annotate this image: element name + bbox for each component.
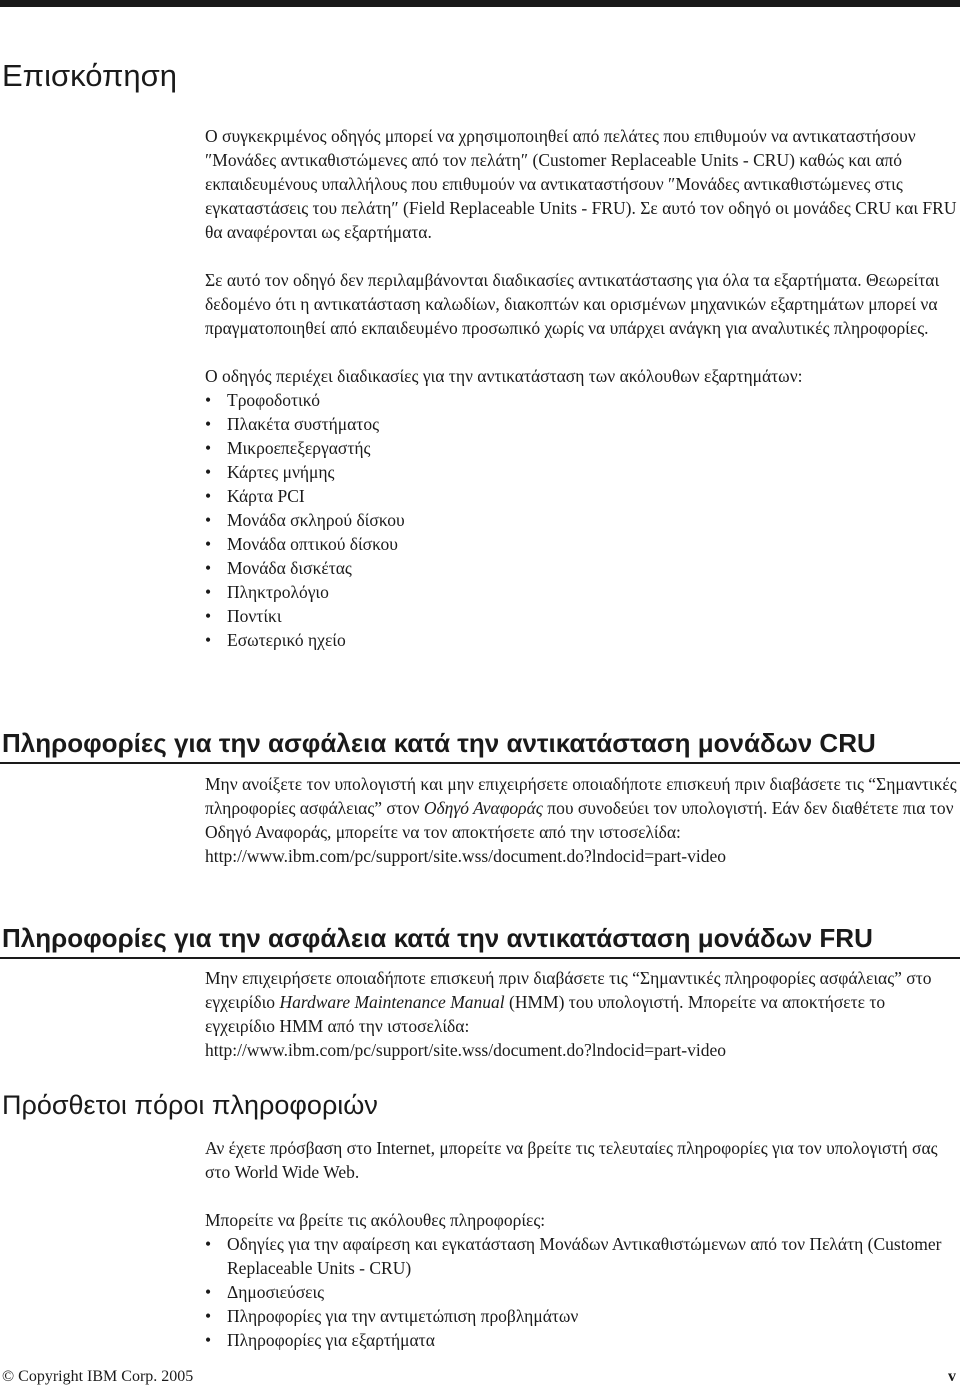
list-item: • Κάρτα PCI (205, 484, 957, 508)
list-item: • Δημοσιεύσεις (205, 1280, 957, 1304)
cru-safety-body (205, 772, 957, 868)
list-item: • Εσωτερικό ηχείο (205, 628, 957, 652)
page-number: v (948, 1368, 956, 1385)
hmm-manual-title: Hardware Maintenance Manual (279, 992, 505, 1012)
parts-list (205, 388, 957, 652)
list-item: • Τροφοδοτικό (205, 388, 957, 412)
list-item: • Πληκτρολόγιο (205, 580, 957, 604)
fru-text-b: (HMM) του υπολογιστή. Μπορείτε να αποκτήσετε το εγχειρίδιο HMM από την ιστοσελίδα: (205, 992, 886, 1036)
list-item: • Μικροεπεξεργαστής (205, 436, 957, 460)
cru-safety-paragraph (205, 772, 957, 844)
list-item: • Ποντίκι (205, 604, 957, 628)
resources-body (205, 1136, 957, 1352)
fru-text-a: Μην επιχειρήσετε οποιαδήποτε επισκευή πριν διαβάσετε τις “Σημαντικές πληροφορίες ασφάλειας” στο εγχειρίδιο (205, 968, 932, 1012)
top-rule (0, 0, 960, 7)
fru-safety-heading: Πληροφορίες για την ασφάλεια κατά την αντικατάσταση μονάδων FRU (2, 923, 873, 953)
cru-text-a: Μην ανοίξετε τον υπολογιστή και μην επιχειρήσετε οποιαδήποτε επισκευή πριν διαβάσετε τις “Σημαντικές πληροφορίες ασφάλειας” στον (205, 774, 957, 818)
cru-safety-heading: Πληροφορίες για την ασφάλεια κατά την αντικατάσταση μονάδων CRU (2, 728, 876, 758)
fru-safety-body (205, 966, 957, 1062)
resources-list-intro: Μπορείτε να βρείτε τις ακόλουθες πληροφορίες: (205, 1210, 546, 1230)
list-item: • Πλακέτα συστήματος (205, 412, 957, 436)
cru-text-b: που συνοδεύει τον υπολογιστή. Εάν δεν διαθέτετε πια τον Οδηγό Αναφοράς, μπορείτε να τον αποκτήσετε από την ιστοσελίδα: (205, 798, 954, 842)
list-item: • Πληροφορίες για την αντιμετώπιση προβλημάτων (205, 1304, 957, 1328)
list-item: • Μονάδα δισκέτας (205, 556, 957, 580)
list-item: • Κάρτες μνήμης (205, 460, 957, 484)
cru-heading-rule (0, 762, 960, 764)
resources-intro-paragraph: Αν έχετε πρόσβαση στο Internet, μπορείτε να βρείτε τις τελευταίες πληροφορίες για τον υπολογιστή σας στο World Wide Web. (205, 1138, 938, 1182)
overview-heading: Επισκόπηση (2, 58, 178, 93)
list-item: • Μονάδα σκληρού δίσκου (205, 508, 957, 532)
cru-support-url[interactable]: http://www.ibm.com/pc/support/site.wss/document.do?lndocid=part-video (205, 846, 727, 866)
fru-safety-paragraph (205, 966, 957, 1038)
fru-heading-rule (0, 957, 960, 959)
reference-guide-title: Οδηγό Αναφοράς (423, 798, 543, 818)
overview-parts-intro: Ο οδηγός περιέχει διαδικασίες για την αντικατάσταση των ακόλουθων εξαρτημάτων: (205, 366, 803, 386)
copyright-notice: © Copyright IBM Corp. 2005 (2, 1368, 194, 1385)
overview-scope-paragraph: Σε αυτό τον οδηγό δεν περιλαμβάνονται διαδικασίες αντικατάστασης για όλα τα εξαρτήματα. Θεωρείται δεδομένο ότι η αντικατάσταση καλωδίων, διακοπτών και ορισμένων μηχανικών εξαρτημάτων μπορεί να πραγματοποιηθεί από εκπαιδευμένο προσωπικό χωρίς να υπάρχει ανάγκη για αναλυτικές πληροφορίες. (205, 270, 940, 338)
fru-support-url[interactable]: http://www.ibm.com/pc/support/site.wss/document.do?lndocid=part-video (205, 1040, 727, 1060)
resources-list (205, 1232, 957, 1352)
overview-body (205, 124, 957, 652)
list-item: • Οδηγίες για την αφαίρεση και εγκατάσταση Μονάδων Αντικαθιστώμενων από τον Πελάτη (Customer Replaceable Units - CRU) (205, 1232, 957, 1280)
page-footer (0, 1366, 960, 1388)
list-item: • Πληροφορίες για εξαρτήματα (205, 1328, 957, 1352)
resources-heading: Πρόσθετοι πόροι πληροφοριών (2, 1090, 378, 1120)
overview-intro-paragraph: Ο συγκεκριμένος οδηγός μπορεί να χρησιμοποιηθεί από πελάτες που επιθυμούν να αντικαταστήσουν ″Μονάδες αντικαθιστώμενες από τον πελάτη″ (Customer Replaceable Units - CRU) καθώς και από εκπαιδευμένους υπαλλήλους που επιθυμούν να αντικαταστήσουν ″Μονάδες αντικαθιστώμενες στις εγκαταστάσεις του πελάτη″ (Field Replaceable Units - FRU). Σε αυτό τον οδηγό οι μονάδες CRU και FRU θα αναφέρονται ως εξαρτήματα. (205, 126, 957, 242)
list-item: • Μονάδα οπτικού δίσκου (205, 532, 957, 556)
